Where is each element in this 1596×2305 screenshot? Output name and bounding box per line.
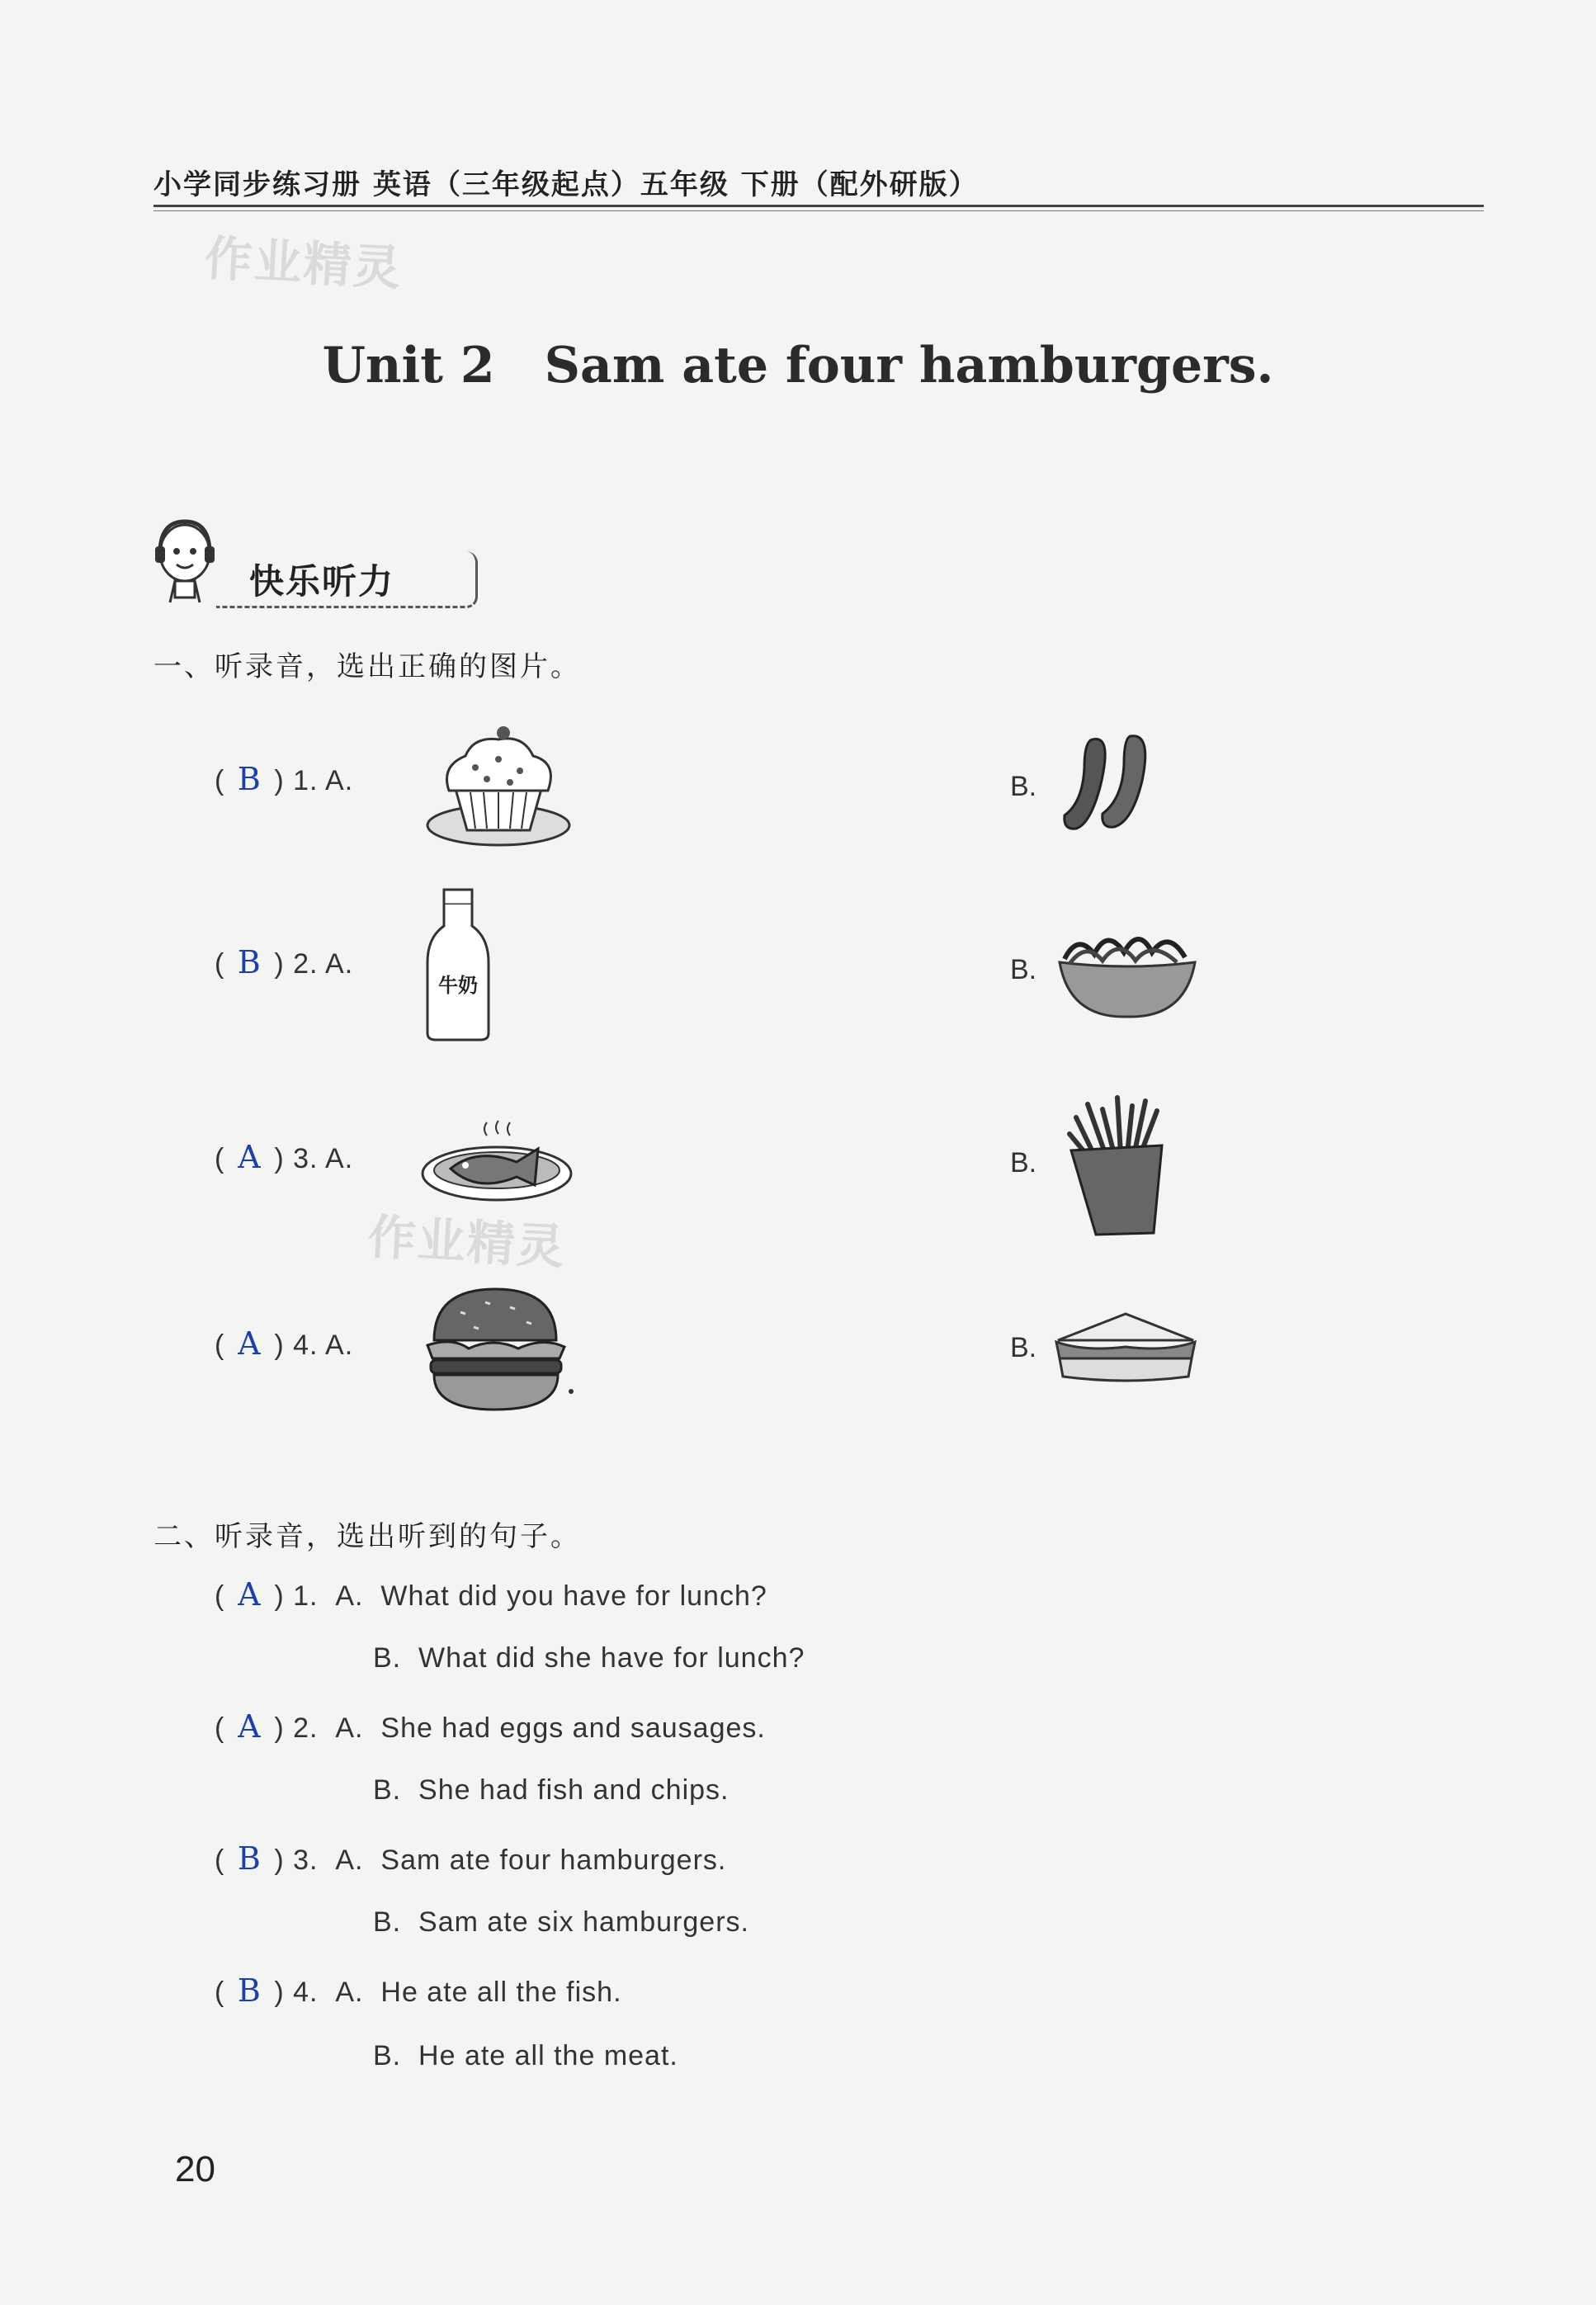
option-b-label: B. — [1010, 1147, 1037, 1178]
option-a-text: He ate all the fish. — [380, 1977, 622, 2008]
option-a-label: A. — [325, 765, 354, 796]
header-rule — [153, 205, 1484, 207]
item-number: 4. — [293, 1330, 319, 1361]
option-b-label: B. — [1010, 771, 1037, 802]
header-title: 小学同步练习册 英语（三年级起点）五年级 下册（配外研版） — [153, 168, 979, 201]
option-a-text: Sam ate four hamburgers. — [380, 1844, 727, 1876]
part2-item-1: ( A ) 1. A. What did you have for lunch? — [215, 1576, 767, 1613]
noodles-icon — [1053, 921, 1202, 1020]
part2-item-2-b: B. She had fish and chips. — [373, 1774, 730, 1806]
unit-name: Sam ate four hamburgers. — [544, 337, 1274, 394]
mascot-headphones-icon — [153, 517, 220, 607]
answer-mark: B — [237, 1972, 262, 2009]
part1-item-3: ( A ) 3. A. — [215, 1139, 354, 1175]
milk-bottle-label: 牛奶 — [438, 974, 478, 997]
answer-mark: A — [238, 1576, 262, 1613]
option-a-text: What did you have for lunch? — [380, 1580, 767, 1612]
fish-plate-icon — [418, 1114, 574, 1205]
part1-item-4: ( A ) 4. A. — [215, 1325, 354, 1362]
part2-item-2: ( A ) 2. A. She had eggs and sausages. — [215, 1708, 766, 1745]
part1-item-2: ( B ) 2. A. — [215, 944, 354, 980]
option-b-text: What did she have for lunch? — [418, 1642, 805, 1674]
part2-instruction: 二、听录音，选出听到的句子。 — [153, 1520, 581, 1553]
option-a-label: A. — [325, 948, 354, 980]
item-number: 2. — [293, 948, 319, 980]
part2-item-1-b: B. What did she have for lunch? — [373, 1642, 805, 1674]
option-a-label: A. — [325, 1330, 354, 1361]
item-number: 4. — [293, 1977, 319, 2008]
watermark: 作业精灵 — [366, 1208, 568, 1276]
answer-mark: B — [237, 1840, 262, 1877]
part1-instruction: 一、听录音，选出正确的图片。 — [153, 650, 581, 683]
hamburger-icon — [419, 1282, 576, 1415]
sandwich-icon — [1051, 1307, 1200, 1390]
cupcake-icon — [424, 720, 573, 852]
sausages-icon — [1055, 726, 1162, 842]
answer-mark: B — [237, 761, 262, 797]
option-b-label: B. — [1010, 954, 1037, 985]
section-label: 快乐听力 — [249, 561, 395, 602]
part2-item-4-b: B. He ate all the meat. — [373, 2040, 678, 2071]
answer-mark: B — [237, 944, 262, 980]
part2-item-3: ( B ) 3. A. Sam ate four hamburgers. — [215, 1840, 727, 1877]
fries-icon — [1060, 1093, 1175, 1241]
watermark: 作业精灵 — [203, 229, 404, 297]
part2-item-3-b: B. Sam ate six hamburgers. — [373, 1906, 749, 1938]
answer-mark: A — [238, 1708, 262, 1745]
answer-mark: A — [238, 1139, 262, 1175]
option-b-label: B. — [1010, 1332, 1037, 1363]
part1-item-1: ( B ) 1. A. — [215, 761, 354, 797]
item-number: 3. — [293, 1844, 319, 1876]
option-a-label: A. — [325, 1143, 354, 1174]
page-number: 20 — [175, 2149, 215, 2189]
item-number: 2. — [293, 1712, 319, 1744]
option-a-text: She had eggs and sausages. — [380, 1712, 766, 1744]
answer-mark: A — [238, 1325, 262, 1362]
option-b-text: He ate all the meat. — [418, 2040, 678, 2071]
unit-title — [0, 337, 1596, 394]
header-rule-thin — [153, 210, 1484, 211]
option-b-text: Sam ate six hamburgers. — [418, 1906, 749, 1938]
unit-number: Unit 2 — [322, 337, 495, 394]
milk-bottle-icon — [421, 886, 495, 1043]
item-number: 1. — [293, 765, 319, 796]
item-number: 1. — [293, 1580, 319, 1612]
option-b-text: She had fish and chips. — [418, 1774, 730, 1806]
item-number: 3. — [293, 1143, 319, 1174]
part2-item-4: ( B ) 4. A. He ate all the fish. — [215, 1972, 622, 2009]
